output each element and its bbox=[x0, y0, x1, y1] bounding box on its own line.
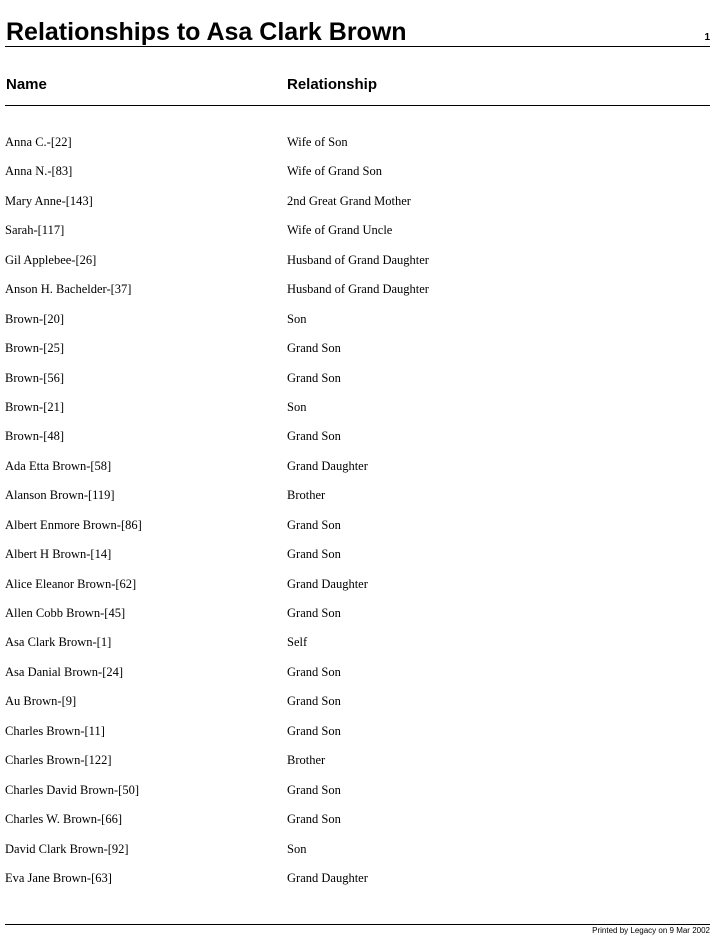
table-row bbox=[0, 599, 723, 628]
report-title: Relationships to Asa Clark Brown bbox=[6, 18, 407, 46]
table-row bbox=[0, 628, 723, 657]
relationship-value: Brother bbox=[287, 753, 326, 768]
table-row bbox=[0, 511, 723, 540]
person-name: Anna N.-[83] bbox=[5, 164, 73, 179]
person-name: Albert Enmore Brown-[86] bbox=[5, 517, 142, 532]
print-footer: Printed by Legacy on 9 Mar 2002 bbox=[592, 926, 710, 935]
person-name: Allen Cobb Brown-[45] bbox=[5, 606, 126, 620]
table-row bbox=[0, 393, 723, 422]
person-name: Brown-[48] bbox=[5, 429, 65, 444]
table-row bbox=[0, 835, 723, 864]
table-row bbox=[0, 187, 723, 216]
person-name: Anson H. Bachelder-[37] bbox=[5, 282, 132, 297]
table-row bbox=[0, 334, 723, 363]
person-name: David Clark Brown-[92] bbox=[5, 841, 129, 856]
relationship-value: Wife of Son bbox=[287, 135, 348, 149]
relationship-value: Grand Son bbox=[287, 547, 341, 562]
person-name: Alanson Brown-[119] bbox=[5, 488, 115, 503]
relationship-value: Son bbox=[287, 311, 307, 326]
table-row bbox=[0, 687, 723, 716]
table-row bbox=[0, 157, 723, 186]
relationship-value: Brother bbox=[287, 488, 326, 503]
relationship-list bbox=[0, 128, 723, 893]
person-name: Charles David Brown-[50] bbox=[5, 782, 139, 797]
relationship-value: Son bbox=[287, 841, 307, 856]
person-name: Brown-[21] bbox=[5, 399, 65, 414]
relationship-value: Self bbox=[287, 635, 308, 650]
relationship-value: Wife of Grand Son bbox=[287, 164, 382, 179]
person-name: Charles Brown-[11] bbox=[5, 723, 105, 738]
person-name: Mary Anne-[143] bbox=[5, 193, 93, 208]
relationship-value: Grand Son bbox=[287, 606, 341, 620]
person-name: Anna C.-[22] bbox=[5, 135, 72, 149]
relationship-value: Son bbox=[287, 399, 307, 414]
header-divider bbox=[5, 105, 710, 106]
relationship-value: Grand Daughter bbox=[287, 576, 368, 591]
relationship-value: Grand Son bbox=[287, 370, 341, 385]
table-row bbox=[0, 481, 723, 510]
person-name: Gil Applebee-[26] bbox=[5, 252, 97, 267]
person-name: Ada Etta Brown-[58] bbox=[5, 458, 112, 473]
person-name: Asa Clark Brown-[1] bbox=[5, 635, 112, 650]
person-name: Au Brown-[9] bbox=[5, 694, 77, 709]
table-row bbox=[0, 452, 723, 481]
title-divider bbox=[5, 46, 710, 47]
relationship-value: Grand Daughter bbox=[287, 870, 368, 885]
person-name: Albert H Brown-[14] bbox=[5, 547, 112, 562]
table-row bbox=[0, 305, 723, 334]
footer-divider bbox=[5, 924, 710, 925]
table-row bbox=[0, 216, 723, 245]
relationship-value: Grand Son bbox=[287, 782, 341, 797]
person-name: Charles Brown-[122] bbox=[5, 753, 112, 768]
person-name: Brown-[20] bbox=[5, 311, 65, 326]
relationship-value: Grand Son bbox=[287, 429, 341, 444]
column-header-relationship: Relationship bbox=[287, 76, 378, 93]
table-row bbox=[0, 570, 723, 599]
column-header-name: Name bbox=[6, 76, 47, 93]
person-name: Eva Jane Brown-[63] bbox=[5, 870, 112, 885]
person-name: Alice Eleanor Brown-[62] bbox=[5, 576, 137, 591]
table-row bbox=[0, 805, 723, 834]
relationship-value: Grand Son bbox=[287, 694, 341, 709]
table-row bbox=[0, 364, 723, 393]
person-name: Sarah-[117] bbox=[5, 223, 65, 238]
relationship-value: Husband of Grand Daughter bbox=[287, 252, 429, 267]
table-row bbox=[0, 864, 723, 893]
table-row bbox=[0, 746, 723, 775]
table-row bbox=[0, 776, 723, 805]
relationship-value: Grand Son bbox=[287, 341, 341, 356]
table-row bbox=[0, 128, 723, 157]
relationship-value: Husband of Grand Daughter bbox=[287, 282, 429, 297]
table-row bbox=[0, 540, 723, 569]
table-row bbox=[0, 658, 723, 687]
table-row bbox=[0, 246, 723, 275]
relationship-value: Grand Son bbox=[287, 723, 341, 738]
relationship-value: Grand Son bbox=[287, 812, 341, 827]
relationship-value: 2nd Great Grand Mother bbox=[287, 193, 411, 208]
person-name: Brown-[56] bbox=[5, 370, 65, 385]
relationship-value: Grand Son bbox=[287, 517, 341, 532]
relationship-value: Wife of Grand Uncle bbox=[287, 223, 393, 238]
table-row bbox=[0, 717, 723, 746]
table-row bbox=[0, 422, 723, 451]
person-name: Brown-[25] bbox=[5, 341, 65, 356]
relationship-value: Grand Son bbox=[287, 664, 341, 679]
table-row bbox=[0, 275, 723, 304]
relationship-value: Grand Daughter bbox=[287, 458, 368, 473]
person-name: Asa Danial Brown-[24] bbox=[5, 664, 124, 679]
page-number: 1 bbox=[704, 32, 710, 43]
person-name: Charles W. Brown-[66] bbox=[5, 812, 122, 827]
